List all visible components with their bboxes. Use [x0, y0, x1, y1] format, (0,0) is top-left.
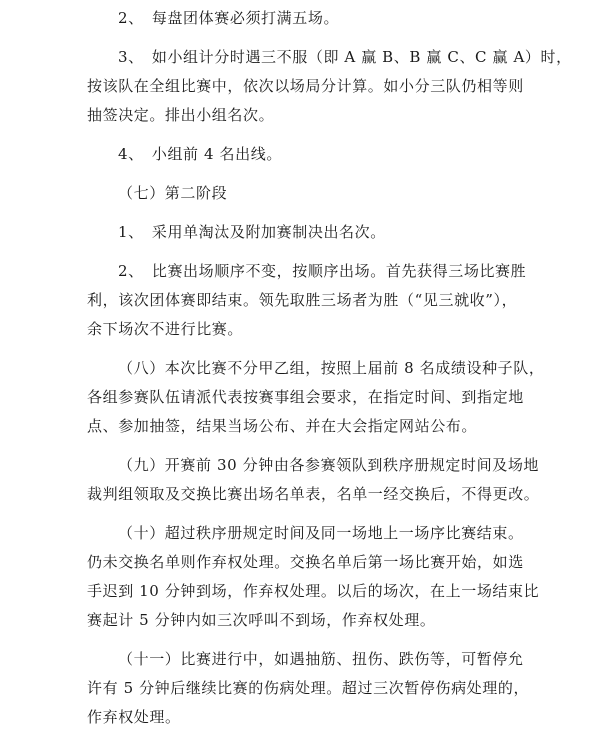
rule-seeding-and-draw — [87, 354, 560, 441]
section-heading: （七）第二阶段 — [118, 184, 228, 202]
paragraph-line: 裁判组领取及交换比赛出场名单表，名单一经交换后，不得更改。 — [87, 485, 540, 503]
rule-lineup-submission — [87, 451, 560, 509]
rule-forfeit-lateness — [87, 519, 560, 635]
paragraph-line: 按该队在全组比赛中，依次以场局分计算。如小分三队仍相等则 — [87, 77, 524, 95]
rule-top-four-advance — [87, 140, 560, 169]
rule-three-way-tie — [87, 43, 572, 130]
rule-injury-timeout — [87, 645, 560, 732]
paragraph-line: 利，该次团体赛即结束。领先取胜三场者为胜（“见三就收”）， — [87, 291, 518, 309]
paragraph-line: 赛起计 5 分钟内如三次呼叫不到场，作弃权处理。 — [87, 611, 436, 629]
paragraph-line: 4、 小组前 4 名出线。 — [118, 145, 282, 163]
section-heading-stage-two — [87, 179, 560, 208]
paragraph-line: （八）本次比赛不分甲乙组，按照上届前 8 名成绩设种子队， — [118, 359, 545, 377]
paragraph-line: 点、参加抽签，结果当场公布、并在大会指定网站公布。 — [87, 417, 478, 435]
paragraph-line: 许有 5 分钟后继续比赛的伤病处理。超过三次暂停伤病处理的， — [87, 679, 530, 697]
paragraph-line: 作弃权处理。 — [87, 708, 181, 726]
rule-group-match-five-games — [87, 4, 560, 33]
rule-order-of-play — [87, 257, 560, 344]
paragraph-line: 3、 如小组计分时遇三不服（即 A 赢 B、B 赢 C、C 赢 A）时， — [118, 48, 572, 66]
paragraph-line: 2、 每盘团体赛必须打满五场。 — [118, 9, 340, 27]
paragraph-line: 各组参赛队伍请派代表按赛事组会要求，在指定时间、到指定地 — [87, 388, 524, 406]
rule-single-elimination — [87, 218, 560, 247]
paragraph-line: 余下场次不进行比赛。 — [87, 320, 244, 338]
paragraph-line: （十）超过秩序册规定时间及同一场地上一场序比赛结束。 — [118, 524, 524, 542]
paragraph-line: 仍未交换名单则作弃权处理。交换名单后第一场比赛开始，如选 — [87, 553, 524, 571]
paragraph-line: 手迟到 10 分钟到场，作弃权处理。以后的场次，在上一场结束比 — [87, 582, 540, 600]
paragraph-line: （九）开赛前 30 分钟由各参赛领队到秩序册规定时间及场地 — [118, 456, 540, 474]
paragraph-line: 抽签决定。排出小组名次。 — [87, 106, 275, 124]
paragraph-line: 1、 采用单淘汰及附加赛制决出名次。 — [118, 223, 386, 241]
paragraph-line: （十一）比赛进行中，如遇抽筋、扭伤、跌伤等，可暂停允 — [118, 650, 524, 668]
paragraph-line: 2、 比赛出场顺序不变，按顺序出场。首先获得三场比赛胜 — [118, 262, 527, 280]
